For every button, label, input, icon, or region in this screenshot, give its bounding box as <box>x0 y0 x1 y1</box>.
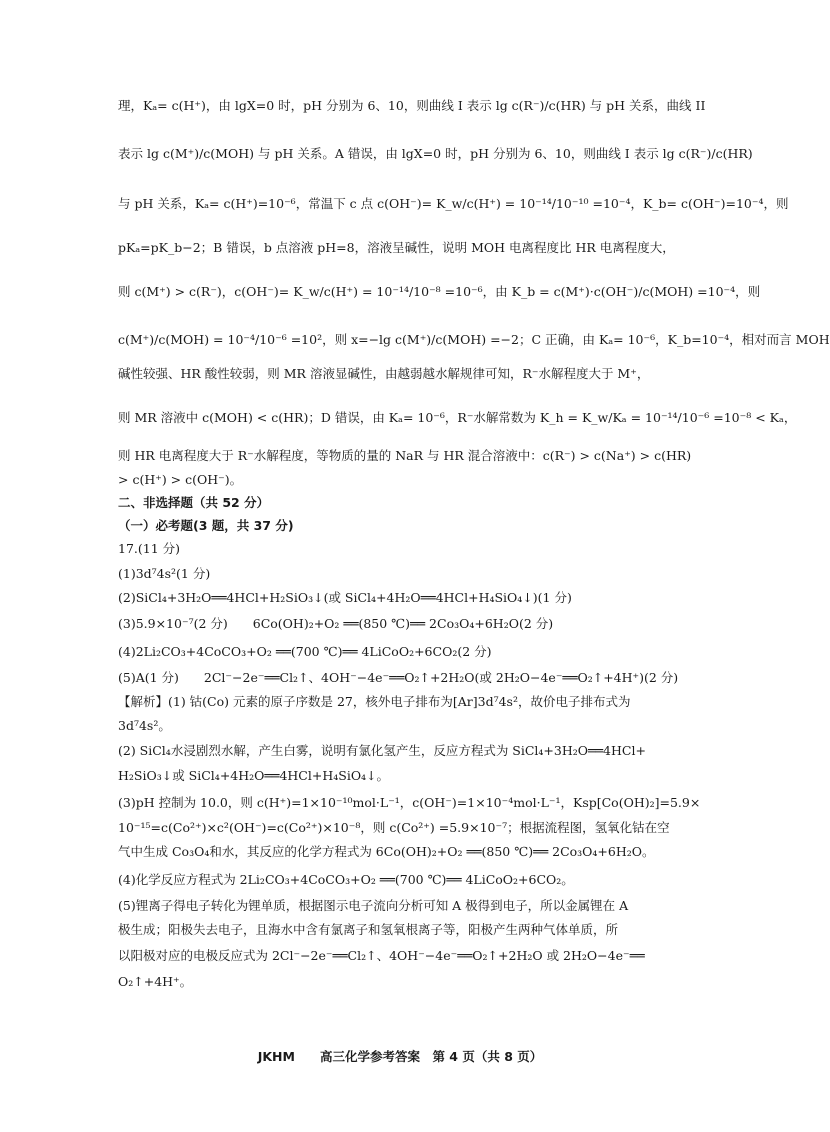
section-heading: 二、非选择题（共 52 分） <box>118 495 270 510</box>
answer-line: (5)A(1 分) 2Cl⁻−2e⁻══Cl₂↑、4OH⁻−4e⁻══O₂↑+2H₂O(或 2H₂O−4e⁻══O₂↑+4H⁺)(2 分) <box>118 670 679 685</box>
subsection-heading: （一）必考题(3 题，共 37 分) <box>118 518 294 533</box>
analysis-line: 以阳极对应的电极反应式为 2Cl⁻−2e⁻══Cl₂↑、4OH⁻−4e⁻══O₂↑+2H₂O 或 2H₂O−4e⁻══ <box>118 948 645 963</box>
text-line: 表示 lg c(M⁺)/c(MOH) 与 pH 关系。A 错误，由 lgX=0 时，pH 分别为 6、10，则曲线 I 表示 lg c(R⁻)/c(HR) <box>118 146 753 161</box>
analysis-line: 气中生成 Co₃O₄和水，其反应的化学方程式为 6Co(OH)₂+O₂ ══(850 ℃)══ 2Co₃O₄+6H₂O。 <box>118 844 655 859</box>
analysis-line: (4)化学反应方程式为 2Li₂CO₃+4CoCO₃+O₂ ══(700 ℃)══ 4LiCoO₂+6CO₂。 <box>118 872 574 887</box>
analysis-line: (2) SiCl₄水浸剧烈水解，产生白雾，说明有氯化氢产生，反应方程式为 SiCl₄+3H₂O══4HCl+ <box>118 743 646 758</box>
answer-line: (4)2Li₂CO₃+4CoCO₃+O₂ ══(700 ℃)══ 4LiCoO₂+6CO₂(2 分) <box>118 644 492 659</box>
text-line: 与 pH 关系，Kₐ= c(H⁺)=10⁻⁶，常温下 c 点 c(OH⁻)= K_w/c(H⁺) = 10⁻¹⁴/10⁻¹⁰ =10⁻⁴，K_b= c(OH⁻)=10⁻⁴，则 <box>118 196 789 211</box>
analysis-line: H₂SiO₃↓或 SiCl₄+4H₂O══4HCl+H₄SiO₄↓。 <box>118 768 390 783</box>
answer-line: (1)3d⁷4s²(1 分) <box>118 566 211 581</box>
answer-line: (2)SiCl₄+3H₂O══4HCl+H₂SiO₃↓(或 SiCl₄+4H₂O══4HCl+H₄SiO₄↓)(1 分) <box>118 590 572 605</box>
analysis-line: 10⁻¹⁵=c(Co²⁺)×c²(OH⁻)=c(Co²⁺)×10⁻⁸，则 c(Co²⁺) =5.9×10⁻⁷；根据流程图，氢氧化钴在空 <box>118 820 670 835</box>
analysis-line: 3d⁷4s²。 <box>118 718 171 733</box>
page-footer: JKHM 高三化学参考答案 第 4 页（共 8 页） <box>257 1049 543 1064</box>
text-line: 则 c(M⁺) > c(R⁻)，c(OH⁻)= K_w/c(H⁺) = 10⁻¹⁴/10⁻⁸ =10⁻⁶，由 K_b = c(M⁺)·c(OH⁻)/c(MOH) =10⁻⁴，则 <box>118 284 761 299</box>
text-line: pKₐ=pK_b−2；B 错误，b 点溶液 pH=8，溶液呈碱性，说明 MOH 电离程度比 HR 电离程度大， <box>118 240 675 255</box>
text-line: 碱性较强、HR 酸性较弱，则 MR 溶液显碱性，由越弱越水解规律可知，R⁻水解程度大于 M⁺， <box>118 366 650 381</box>
answer-line: (3)5.9×10⁻⁷(2 分) 6Co(OH)₂+O₂ ══(850 ℃)══ 2Co₃O₄+6H₂O(2 分) <box>118 616 554 631</box>
text-line: c(M⁺)/c(MOH) = 10⁻⁴/10⁻⁶ =10²，则 x=−lg c(M⁺)/c(MOH) =−2；C 正确，由 Kₐ= 10⁻⁶，K_b=10⁻⁴，相对而言 MOH <box>118 332 830 347</box>
analysis-line: 【解析】(1) 钴(Co) 元素的原子序数是 27，核外电子排布为[Ar]3d⁷4s²，故价电子排布式为 <box>118 694 631 709</box>
analysis-line: 极生成；阳极失去电子，且海水中含有氯离子和氢氧根离子等，阳极产生两种气体单质，所 <box>118 922 619 937</box>
text-line: 则 MR 溶液中 c(MOH) < c(HR)；D 错误，由 Kₐ= 10⁻⁶，R⁻水解常数为 K_h = K_w/Kₐ = 10⁻¹⁴/10⁻⁶ =10⁻⁸ < Kₐ， <box>118 410 797 425</box>
analysis-line: O₂↑+4H⁺。 <box>118 974 193 989</box>
question-number: 17.(11 分) <box>118 541 181 556</box>
text-line: 则 HR 电离程度大于 R⁻水解程度，等物质的量的 NaR 与 HR 混合溶液中：c(R⁻) > c(Na⁺) > c(HR) <box>118 448 692 463</box>
text-line: > c(H⁺) > c(OH⁻)。 <box>118 472 243 487</box>
analysis-line: (5)锂离子得电子转化为锂单质，根据图示电子流向分析可知 A 极得到电子，所以金属锂在 A <box>118 898 629 913</box>
analysis-line: (3)pH 控制为 10.0，则 c(H⁺)=1×10⁻¹⁰mol·L⁻¹，c(OH⁻)=1×10⁻⁴mol·L⁻¹，Ksp[Co(OH)₂]=5.9× <box>118 795 701 810</box>
text-line: 理，Kₐ= c(H⁺)，由 lgX=0 时，pH 分别为 6、10，则曲线 I 表示 lg c(R⁻)/c(HR) 与 pH 关系，曲线 II <box>118 98 706 113</box>
